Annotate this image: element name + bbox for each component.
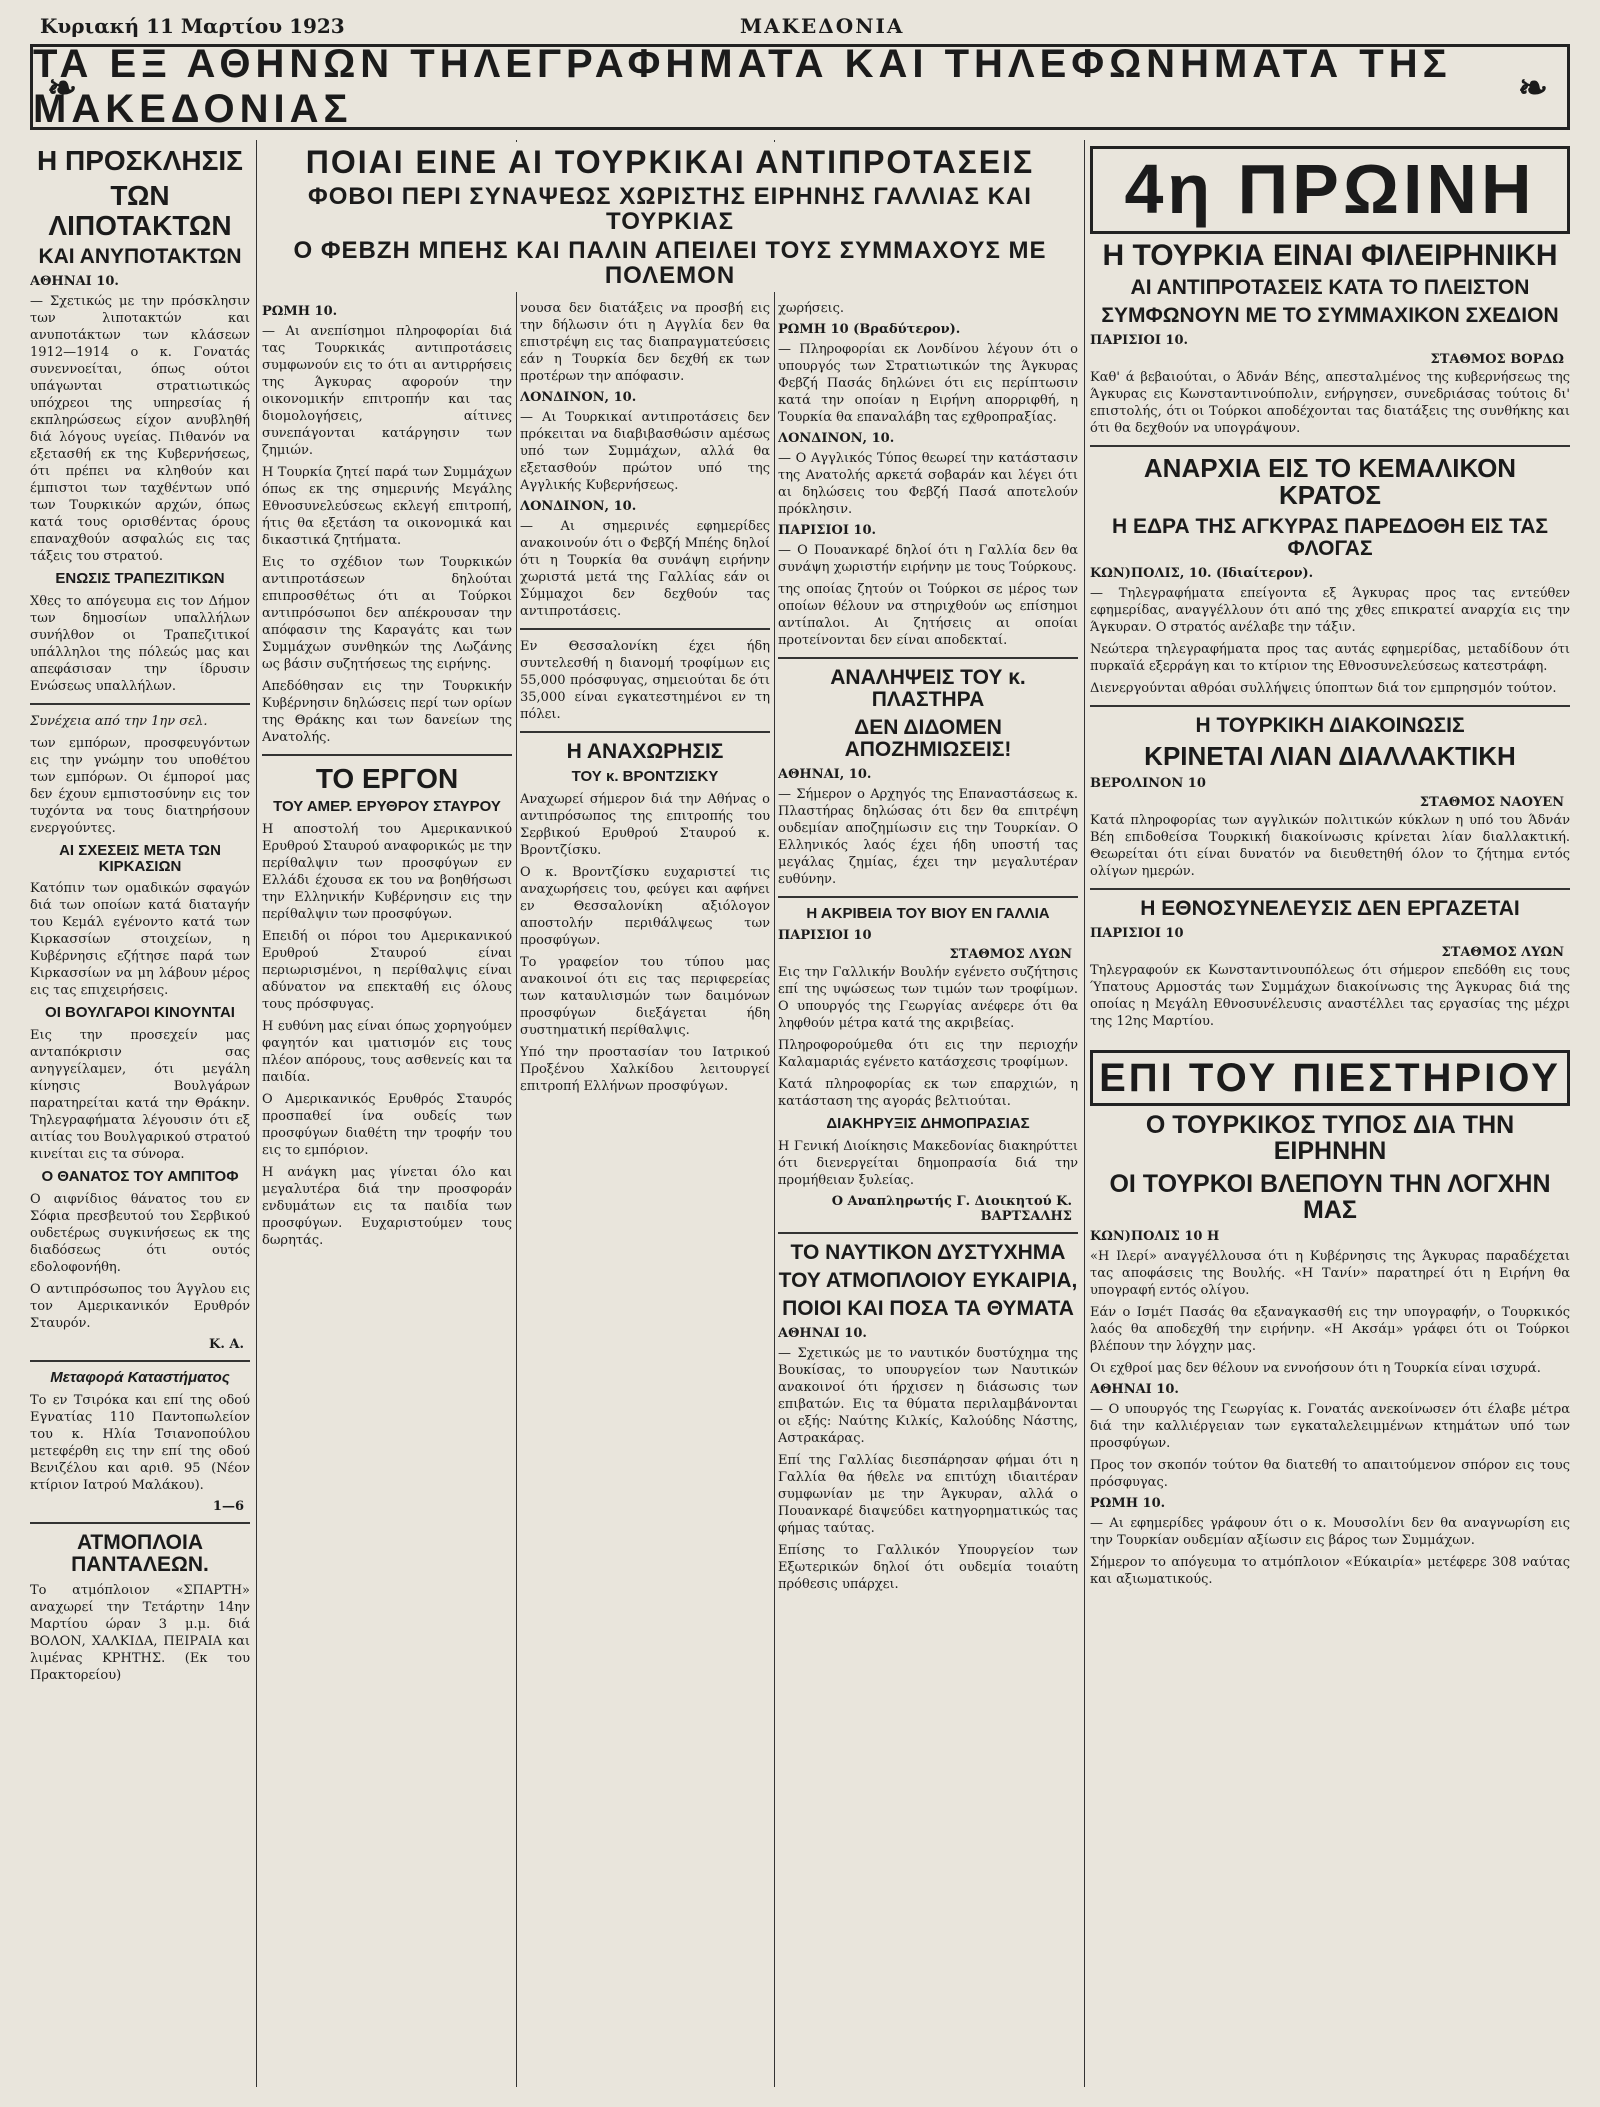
article-text: — Σήμερον ο Αρχηγός της Επαναστάσεως κ. Πλαστήρας δηλώσας ότι δεν θα επιτρέψη ουδεμίαν αποζημίωσιν εις την Τουρκίαν. Ο Ελληνικός λαός έχει ήδη υποστή τας μεγάλας ζημίας, έχει την μεγαλυτέραν ευθύνην. — [778, 787, 1078, 888]
article-dateline: ΠΑΡΙΣΙΟΙ 10. — [778, 523, 877, 538]
article-text: Κατόπιν των ομαδικών σφαγών διά των οποίων κατά διαταγήν του Κεμάλ εγένοντο κατά των Κιρκασσίων στοιχείων, η Κυβέρνησις εζήτησε παρά των Κιρκασσίων να μη λάβουν μέρος εις τας επιχειρήσεις. — [30, 881, 250, 999]
article-text: νουσα δεν διατάξεις να προσβή εις την δήλωσιν ότι η Αγγλία δεν θα επιστρέψη εις τας διαπραγματεύσεις εάν η Τουρκία δεν δεχθή εκ των προτέρων την απόφασιν. — [520, 301, 770, 384]
subheading: ΔΙΑΚΗΡΥΞΙΣ ΔΗΜΟΠΡΑΣΙΑΣ — [826, 1114, 1030, 1132]
article-dateline: ΡΩΜΗ 10 (Βραδύτερον). — [778, 322, 961, 337]
divider — [778, 1232, 1078, 1234]
station-label: ΣΤΑΘΜΟΣ ΛΥΩΝ — [1441, 945, 1564, 961]
headline: ΤΟΥ ΑΤΜΟΠΛΟΙΟΥ ΕΥΚΑΙΡΙΑ, — [778, 1268, 1078, 1292]
column-2 — [262, 300, 512, 2087]
ad-title: ΑΤΜΟΠΛΟΙΑ ΠΑΝΤΑΛΕΩΝ. — [71, 1530, 209, 1576]
article-text: Εν Θεσσαλονίκη έχει ήδη συντελεσθή η διανομή τροφίμων εις 55,000 πρόσφυγας, σημειούται δε ότι 35,000 είναι εγκατεστημένοι εν τη πόλει. — [520, 639, 770, 722]
column-5 — [1090, 140, 1570, 2087]
article-text: Υπό την προστασίαν του Ιατρικού Προξένου Χαλκίδου λειτουργεί επιτροπή Ελλήνων προσφύγων. — [520, 1044, 770, 1094]
article-text: — Τηλεγραφήματα επείγοντα εξ Άγκυρας προς τας εντεύθεν εφημερίδας, αναγγέλλουν ότι από της χθες επικρατεί αναρχία εις την Άγκυραν. Ο στρατός ανέλαβε την τάξιν. — [1090, 585, 1570, 635]
headline: ΑΙ ΑΝΤΙΠΡΟΤΑΣΕΙΣ ΚΑΤΑ ΤΟ ΠΛΕΙΣΤΟΝ — [1130, 276, 1530, 299]
article-text: Απεδόθησαν εις την Τουρκικήν Κυβέρνησιν δηλώσεις περί των ορίων της Θράκης και των δανείων της Ανατολής. — [262, 679, 512, 745]
divider — [1090, 445, 1570, 447]
subheading: ΕΝΩΣΙΣ ΤΡΑΠΕΖΙΤΙΚΩΝ — [55, 570, 225, 588]
article-text: Προς τον σκοπόν τούτον θα διατεθή το απαιτούμενον σπόρον εις τους πρόσφυγας. — [1090, 1458, 1570, 1491]
article-text: Επί της Γαλλίας διεσπάρησαν φήμαι ότι η Γαλλία θα ήθελε να επιτύχη ιδιαιτέραν συμφωνίαν με την Άγκυραν, αλλά ο Πουανκαρέ διαψεύδει κατηγορηματικώς τας φήμας ταύτας. — [778, 1452, 1078, 1536]
article-dateline: ΚΩΝ)ΠΟΛΙΣ, 10. (Ιδιαίτερον). — [1090, 565, 1314, 581]
station-label: ΣΤΑΘΜΟΣ ΒΟΡΔΩ — [1430, 352, 1564, 368]
headline: Η ΕΘΝΟΣΥΝΕΛΕΥΣΙΣ ΔΕΝ ΕΡΓΑΖΕΤΑΙ — [1140, 897, 1520, 921]
article-text: χωρήσεις. — [778, 301, 845, 316]
article-text: — Ο Πουανκαρέ δηλοί ότι η Γαλλία δεν θα συνάψη χωριστήν ειρήνην με τους Τούρκους. — [778, 543, 1078, 575]
divider — [262, 754, 512, 756]
article-text: Εις την προσεχείν μας ανταπόκρισιν σας ανηγγείλαμεν, ότι μεγάλη κίνησις Βουλγάρων παρατηρείται κατά την Θράκην. Τηλεγραφήματα λέγουσιν ότι εξ αιτίας του Βουλγαρικού στρατού κινείται εις τα σύνορα. — [30, 1028, 250, 1163]
headline: ΚΡΙΝΕΤΑΙ ΛΙΑΝ ΔΙΑΛΛΑΚΤΙΚΗ — [1144, 740, 1516, 771]
station-label: ΣΤΑΘΜΟΣ ΛΥΩΝ — [949, 946, 1072, 962]
column-rule — [516, 140, 517, 2087]
section-banner: ❧ ΤΑ ΕΞ ΑΘΗΝΩΝ ΤΗΛΕΓΡΑΦΗΜΑΤΑ ΚΑΙ ΤΗΛΕΦΩΝΗΜΑΤΑ ΤΗΣ ΜΑΚΕΔΟΝΙΑΣ ❧ — [30, 44, 1570, 130]
divider — [1090, 705, 1570, 707]
edition-box: 4η ΠΡΩΙΝΗ — [1090, 146, 1570, 234]
subheading: ΑΙ ΣΧΕΣΕΙΣ ΜΕΤΑ ΤΩΝ ΚΙΡΚΑΣΙΩΝ — [59, 841, 221, 875]
article-dateline: ΠΑΡΙΣΙΟΙ 10. — [1090, 333, 1189, 349]
headline: ΤΟ ΕΡΓΟΝ — [315, 763, 459, 794]
article-dateline: ΛΟΝΔΙΝΟΝ, 10. — [520, 499, 637, 514]
article-dateline: ΛΟΝΔΙΝΟΝ, 10. — [520, 390, 637, 405]
section-box-headline: ΕΠΙ ΤΟΥ ΠΙΕΣΤΗΡΙΟΥ — [1090, 1050, 1570, 1106]
divider — [778, 657, 1078, 659]
article-text: Καθ' ά βεβαιούται, ο Άδνάν Βέης, απεσταλμένος της κυβερνήσεως της Άγκυρας εις Κωνσταντινούπολιν, ενήργησεν, συνεδριάσας τούτοις δι' επιστολής, ότι οι Τούρκοι αποδέχονται τας διατάξεις της συνθήκης και ότι θα δεχθούν να υπογράψουν. — [1090, 370, 1570, 437]
issue-date: Κυριακή 11 Μαρτίου 1923 — [40, 14, 345, 38]
article-text: Επειδή οι πόροι του Αμερικανικού Ερυθρού Σταυρού είναι περιωρισμένοι, η περίθαλψις είναι αδύνατον να επεκταθή εις όλους τους πρόσφυγας. — [262, 929, 512, 1013]
article-text: Τηλεγραφούν εκ Κωνσταντινουπόλεως ότι σήμερον επεδόθη εις τους Ύπατους Αρμοστάς των Συμμάχων διακοίνωσις της Άγκυρας διά της οποίας η Μεγάλη Εθνοσυνέλευσις αναστέλλει τας εργασίας της μέχρι της 12ης Μαρτίου. — [1090, 963, 1570, 1030]
article-dateline: ΠΑΡΙΣΙΟΙ 10 — [1090, 926, 1184, 942]
article-text: Το γραφείον του τύπου μας ανακοινοί ότι εις τας περιφερείας των καταυλισμών των δαιμόνων προσφύγων διεξάγεται ήδη συστηματική περίθαλψις. — [520, 954, 770, 1038]
article-text: «Η Ιλερί» αναγγέλλουσα ότι η Κυβέρνησις της Άγκυρας παραδέχεται τας αποφάσεις της Βουλής. «Η Τανίν» παρατηρεί ότι η Ειρήνη θα υπογραφή εντός ολίγου. — [1090, 1249, 1570, 1299]
lead-story-header — [262, 142, 1078, 292]
article-text: Νεώτερα τηλεγραφήματα προς τας αυτάς εφημερίδας, μεταδίδουν ότι πυρκαϊά εξερράγη και το κτίριον της Εθνοσυνελεύσεως κατεστράφη. — [1090, 641, 1570, 674]
station-label: ΣΤΑΘΜΟΣ ΝΑΟΥΕΝ — [1419, 795, 1564, 811]
notice-text: Το εν Τσιρόκα και επί της οδού Εγνατίας 110 Παντοπωλείον του κ. Ηλία Τσιανοπούλου μετεφέρθη εις την επί της οδού Βενιζέλου και αριθ. 95 (Νέον κτίριον Ιατρού Μαλάκου). — [30, 1392, 250, 1493]
column-rule — [256, 140, 257, 2087]
article-text: Κατά πληροφορίας εκ των επαρχιών, η κατάσταση της αγοράς βελτιούται. — [778, 1076, 1078, 1109]
article-text: — Ο υπουργός της Γεωργίας κ. Γονατάς ανεκοίνωσεν ότι έλαβε μέτρα διά την καλλιέργειαν των εγκαταλελειμμένων κτημάτων υπό των προσφύγων. — [1090, 1402, 1570, 1452]
article-dateline: ΑΘΗΝΑΙ, 10. — [778, 767, 872, 783]
article-text: — Αι Τουρκικαί αντιπροτάσεις δεν πρόκειται να διαβιβασθώσιν αμέσως υπό των Συμμάχων, αλλά θα εξετασθούν πρώτον υπό της Αγγλικής Κυβερνήσεως. — [520, 410, 770, 493]
article-text: — Αι σημερινές εφημερίδες ανακοινούν ότι ο Φεβζή Μπέης δηλοί ότι η Τουρκία θα συνάψη ειρήνην χωριστά μετά της Γαλλίας εάν οι Σύμμαχοι δεν δεχθούν τας αντιπροτάσεις. — [520, 519, 770, 619]
article-text: Ο αιφνίδιος θάνατος του εν Σόφια πρεσβευτού του Σερβικού ουδετέρως συγκινήσεως εκ της διαδόσεως ότι ουτός εδολοφονήθη. — [30, 1191, 250, 1275]
lead-subheadline: Ο ΦΕΒΖΗ ΜΠΕΗΣ ΚΑΙ ΠΑΛΙΝ ΑΠΕΙΛΕΙ ΤΟΥΣ ΣΥΜΜΑΧΟΥΣ ΜΕ ΠΟΛΕΜΟΝ — [293, 236, 1047, 290]
article-text: Εις το σχέδιον των Τουρκικών αντιπροτάσεων δηλούται επιπροσθέτως ότι αι Τούρκοι αντιπρόσωποι δεν απέκρουσαν την απόφασιν της Καραγάτς και των Συμμάχων συνθηκών της Λωζάνης ως βάσιν συζητήσεως της ειρήνης. — [262, 555, 512, 672]
headline: ΠΟΙΟΙ ΚΑΙ ΠΟΣΑ ΤΑ ΘΥΜΑΤΑ — [782, 1296, 1074, 1320]
article-text: Η Τουρκία ζητεί παρά των Συμμάχων όπως εκ της σημερινής Μεγάλης Εθνοσυνελεύσεως εκλεγή επιτροπή, ήτις θα εξετάση τα οικονομικά και δικαστικά ζητήματα. — [262, 465, 512, 548]
subheading: ΟΙ ΒΟΥΛΓΑΡΟΙ ΚΙΝΟΥΝΤΑΙ — [45, 1004, 235, 1022]
divider — [778, 896, 1078, 898]
article-text: Η ευθύνη μας είναι όπως χορηγούμεν φαγητόν και ιματισμόν εις τους πλέον απόρους, τους ασθενείς και τα παιδία. — [262, 1019, 512, 1086]
article-text: Οι εχθροί μας δεν θέλουν να εννοήσουν ότι η Τουρκία είναι ισχυρά. — [1090, 1361, 1541, 1377]
article-dateline: ΚΩΝ)ΠΟΛΙΣ 10 Η — [1090, 1229, 1220, 1245]
headline: Η ΕΔΡΑ ΤΗΣ ΑΓΚΥΡΑΣ ΠΑΡΕΔΟΘΗ ΕΙΣ ΤΑΣ ΦΛΟΓΑΣ — [1111, 514, 1549, 560]
article-text: Εις την Γαλλικήν Βουλήν εγένετο συζήτησις επί της υψώσεως των τιμών των τροφίμων. Ο υπουργός της Γεωργίας ανέφερε ότι θα ληφθούν μέτρα κατά της ακριβείας. — [778, 964, 1078, 1031]
divider — [520, 731, 770, 733]
divider — [520, 628, 770, 630]
column-4 — [778, 300, 1078, 2087]
article-text: Κατά πληροφορίας των αγγλικών πολιτικών κύκλων η υπό του Άδνάν Βέη επιδοθείσα Τουρκική διακοίνωσις κρίνεται λίαν διαλλακτική. Θεωρείται ότι είναι δυνατόν να διευθετηθή όλον το ζήτημα εντός ολίγων ημερών. — [1090, 813, 1570, 880]
article-text: Εάν ο Ισμέτ Πασάς θα εξαναγκασθή εις την υπογραφήν, ο Τουρκικός λαός θα αποδεχθή την ειρήνην. «Η Ακσάμ» γράφει ότι οι Τούρκοι βλέπουν την λόγχην μας. — [1090, 1305, 1570, 1355]
divider — [1090, 888, 1570, 890]
headline: Η ΑΝΑΧΩΡΗΣΙΣ — [566, 740, 724, 763]
article-text: Αναχωρεί σήμερον διά την Αθήνας ο αντιπρόσωπος της επιτροπής του Σερβικού Ερυθρού Σταυρού κ. Βροντζίσκυ. — [520, 791, 770, 858]
headline: ΤΟΥ ΑΜΕΡ. ΕΡΥΘΡΟΥ ΣΤΑΥΡΟΥ — [273, 798, 501, 816]
article-text: — Αι εφημερίδες γράφουν ότι ο κ. Μουσολίνι δεν θα αναγνωρίση εις την Τουρκίαν ουδεμίαν αξίωσιν εις βάρος των Συμμάχων. — [1090, 1516, 1570, 1549]
headline: Η ΤΟΥΡΚΙΚΗ ΔΙΑΚΟΙΝΩΣΙΣ — [1195, 713, 1465, 737]
article-text: Ο κ. Βροντζίσκυ ευχαριστεί τις αναχωρήσεις του, φεύγει και αφήνει εν Θεσσαλονίκη αξιόλογον αποστολήν περιθάλψεως των προσφύγων. — [520, 864, 770, 948]
divider — [30, 1522, 250, 1524]
article-text: — Σχετικώς με την πρόσκλησιν των λιποτακτών και ανυποτάκτων των κλάσεων 1912—1914 ο κ. Γονατάς συνεννοείται, όπως ούτοι υπάγωνται στρατιωτικώς υπόχρεοι της υπηρεσίας ή εκπληρώσεως είχον ανυβληθή διά λόγους υγείας. Πιθανόν να εξετασθή εκ της Κυβερνήσεως, ότι πρέπει να κληθούν και έμπιστοι των ταχθέντων υπό των Τουρκικών αρχών, όπως κατά τους ορισθέντας όρους επαναχθούν ασφαλώς εις τας τάξεις του στρατού. — [30, 294, 250, 565]
lead-subheadline: ΦΟΒΟΙ ΠΕΡΙ ΣΥΝΑΨΕΩΣ ΧΩΡΙΣΤΗΣ ΕΙΡΗΝΗΣ ΓΑΛΛΙΑΣ ΚΑΙ ΤΟΥΡΚΙΑΣ — [308, 182, 1032, 235]
signature: Ο Αναπληρωτής Γ. Διοικητού Κ. ΒΑΡΤΣΑΛΗΣ — [831, 1193, 1072, 1224]
continuation-note: Συνέχεια από την 1ην σελ. — [30, 713, 208, 729]
article-text: Ο Αμερικανικός Ερυθρός Σταυρός προσπαθεί ίνα ουδείς των προσφύγων διαθέτη την τροφήν του εις το εμπόριον. — [262, 1092, 512, 1159]
article-text: — Σχετικώς με το ναυτικόν δυστύχημα της Βουκίσας, το υπουργείον των Ναυτικών ανακοινοί ότι ήρχισεν η διάσωσις των επιβατών. Εις τα θύματα περιλαμβάνονται οι εξής: Ναύτης Κιλκίς, Καλούδης Νάστης, Αστρακάρας. — [778, 1345, 1078, 1446]
article-text: Η Γενική Διοίκησις Μακεδονίας διακηρύττει ότι διενεργείται δημοπρασία διά την προμήθειαν ξυλείας. — [778, 1138, 1078, 1188]
headline: Η ΤΟΥΡΚΙΑ ΕΙΝΑΙ ΦΙΛΕΙΡΗΝΙΚΗ — [1102, 238, 1558, 272]
headline: ΤΟ ΝΑΥΤΙΚΟΝ ΔΥΣΤΥΧΗΜΑ — [790, 1240, 1066, 1264]
article-text: — Αι ανεπίσημοι πληροφορίαι διά τας Τουρκικάς αντιπροτάσεις συμφωνούν εις το ότι αι αντιρρήσεις της Άγκυρας αφορούν την οικονομικήν επιτροπήν και τας διομολογήσεις, αίτινες συνεπάγονται κατάργησιν των ζημιών. — [262, 324, 512, 458]
column-3 — [520, 300, 770, 2087]
notice-ref: 1—6 — [212, 1498, 244, 1514]
article-text: των εμπόρων, προσφευγόντων εις την γνώμην του υποθέτου των εμπόρων. Οι έμποροί μας δεν έχουν εμπιστοσύνην εις τον τυχόντα να τους διατηρήσουν ενεργούντες. — [30, 735, 250, 836]
headline: ΣΥΜΦΩΝΟΥΝ ΜΕ ΤΟ ΣΥΜΜΑΧΙΚΟΝ ΣΧΕΔΙΟΝ — [1101, 304, 1559, 328]
article-text: — Πληροφορίαι εκ Λονδίνου λέγουν ότι ο υπουργός των Στρατιωτικών της Άγκυρας Φεβζή Πασάς δηλώνει ότι εις περίπτωσιν κατά την οποίαν η Ειρήνη απορριφθή, η Τουρκία θα επαναλάβη τας εχθροπραξίας. — [778, 342, 1078, 425]
article-dateline: ΡΩΜΗ 10. — [1090, 1496, 1166, 1512]
headline: ΔΕΝ ΔΙΔΟΜΕΝ ΑΠΟΖΗΜΙΩΣΕΙΣ! — [844, 716, 1012, 762]
article-text: Σήμερον το απόγευμα το ατμόπλοιον «Εύκαιρία» μετέφερε 308 ναύτας και αξιωματικούς. — [1090, 1555, 1570, 1588]
article-text: Χθες το απόγευμα εις τον Δήμον των δημοσίων υπαλλήλων συνήλθον οι Τραπεζιτικοί υπάλληλοι της πόλεώς μας και απεφάσισαν την ίδρυσιν Ενώσεως υπαλλήλων. — [30, 593, 250, 694]
article-dateline: ΒΕΡΟΛΙΝΟΝ 10 — [1090, 776, 1206, 792]
article-text: Διενεργούνται αθρόαι συλλήψεις ύποπτων διά τον εμπρησμόν τούτον. — [1090, 680, 1557, 696]
article-text: Η αποστολή του Αμερικανικού Ερυθρού Σταυρού αναφορικώς με την περίθαλψιν των προσφύγων εν Ελλάδι έχουσα εκ του να βοηθήσωσι την Ελληνικήν Κυβέρνησιν εις την περίθαλψιν των προσφύγων. — [262, 822, 512, 923]
article-dateline: ΛΟΝΔΙΝΟΝ, 10. — [778, 431, 895, 446]
divider — [30, 1360, 250, 1362]
article-text: της οποίας ζητούν οι Τούρκοι σε μέρος των οποίων θέλουν να στηριχθούν ως επίσημοι αντίπαλοι. Αι ζητήσεις αι οποίαι προτείνονται δεν είναι αποδεκταί. — [778, 582, 1078, 648]
article-dateline: ΡΩΜΗ 10. — [262, 304, 338, 319]
divider — [30, 703, 250, 705]
article-dateline: ΠΑΡΙΣΙΟΙ 10 — [778, 927, 872, 943]
headline: Η ΠΡΟΣΚΛΗΣΙΣ — [37, 145, 243, 176]
lead-headline: ΠΟΙΑΙ ΕΙΝΕ ΑΙ ΤΟΥΡΚΙΚΑΙ ΑΝΤΙΠΡΟΤΑΣΕΙΣ — [305, 144, 1035, 180]
dateline — [40, 14, 1560, 44]
headline: Η ΑΚΡΙΒΕΙΑ ΤΟΥ ΒΙΟΥ ΕΝ ΓΑΛΛΙΑ — [806, 905, 1050, 923]
headline: ΤΩΝ ΛΙΠΟΤΑΚΤΩΝ — [48, 180, 232, 241]
column-rule — [1084, 140, 1085, 2087]
headline: ΑΝΑΡΧΙΑ ΕΙΣ ΤΟ ΚΕΜΑΛΙΚΟΝ ΚΡΑΤΟΣ — [1143, 453, 1517, 511]
article-dateline: ΑΘΗΝΑΙ 10. — [1090, 1382, 1179, 1398]
headline: ΟΙ ΤΟΥΡΚΟΙ ΒΛΕΠΟΥΝ ΤΗΝ ΛΟΓΧΗΝ ΜΑΣ — [1109, 1169, 1551, 1224]
headline: Ο ΤΟΥΡΚΙΚΟΣ ΤΥΠΟΣ ΔΙΑ ΤΗΝ ΕΙΡΗΝΗΝ — [1145, 1111, 1515, 1166]
article-text: Επίσης το Γαλλικόν Υπουργείον των Εξωτερικών δηλοί ότι ουδεμία τοιαύτη πρόθεσις υπάρχει. — [778, 1542, 1078, 1592]
headline: ΤΟΥ κ. ΒΡΟΝΤΖΙΣΚΥ — [571, 768, 719, 786]
signature: Κ. Α. — [209, 1336, 244, 1352]
article-dateline: ΑΘΗΝΑΙ 10. — [778, 1325, 867, 1341]
column-rule — [774, 140, 775, 2087]
article-text: Η ανάγκη μας γίνεται όλο και μεγαλυτέρα διά την προσφοράν ενδυμάτων εις τα παιδία των προσφύγων. Ευχαριστούμεν τους δωρητάς. — [262, 1165, 512, 1249]
ad-text: Το ατμόπλοιον «ΣΠΑΡΤΗ» αναχωρεί την Τετάρτην 14ην Μαρτίου ώραν 3 μ.μ. διά ΒΟΛΟΝ, ΧΑΛΚΙΔΑ, ΠΕΙΡΑΙΑ και λιμένας ΚΡΗΤΗΣ. (Εκ του Πρακτορείου) — [30, 1582, 250, 1683]
article-dateline: ΑΘΗΝΑΙ 10. — [30, 274, 119, 290]
headline: ΚΑΙ ΑΝΥΠΟΤΑΚΤΩΝ — [38, 245, 242, 269]
column-1 — [30, 140, 250, 2087]
paper-name: ΜΑΚΕΔΟΝΙΑ — [740, 14, 905, 38]
notice-title: Μεταφορά Καταστήματος — [50, 1368, 230, 1386]
article-text: — Ο Αγγλικός Τύπος θεωρεί την κατάστασιν της Ανατολής αρκετά σοβαράν και λέγει ότι αι δηλώσεις του Φεβζή Πασά αποτελούν πρόκλησιν. — [778, 451, 1078, 517]
article-text: Ο αντιπρόσωπος του Άγγλου εις τον Αμερικανικόν Ερυθρόν Σταυρόν. — [30, 1281, 250, 1331]
article-text: Πληροφορούμεθα ότι εις την περιοχήν Καλαμαριάς εγένετο κατάσχεσις τροφίμων. — [778, 1037, 1078, 1070]
subheading: Ο ΘΑΝΑΤΟΣ ΤΟΥ ΑΜΠΙΤΟΦ — [41, 1168, 239, 1186]
headline: ΑΝΑΛΗΨΕΙΣ ΤΟΥ κ. ΠΛΑΣΤΗΡΑ — [830, 666, 1026, 712]
